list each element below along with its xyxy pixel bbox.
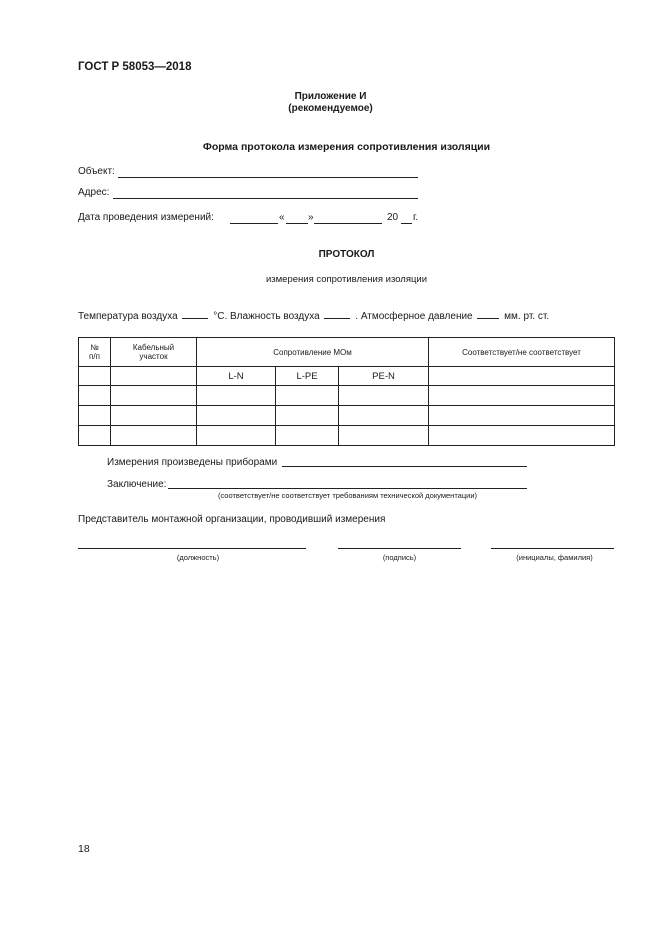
document-header: ГОСТ Р 58053—2018 — [78, 61, 192, 73]
date-label: Дата проведения измерений: — [78, 212, 214, 223]
table-cell — [276, 406, 339, 426]
table-cell — [429, 386, 615, 406]
column-header-number-line2: п/п — [89, 352, 100, 361]
protocol-subtitle: измерения сопротивления изоляции — [265, 274, 428, 285]
table-cell — [79, 406, 111, 426]
signature-line — [338, 548, 461, 549]
signature-caption: (подпись) — [382, 553, 417, 562]
subheader-ln: L-N — [197, 367, 276, 386]
table-cell — [197, 406, 276, 426]
address-line — [113, 198, 418, 199]
table-cell — [339, 406, 429, 426]
protocol-title: ПРОТОКОЛ — [318, 249, 375, 260]
date-day-line — [230, 223, 278, 224]
temperature-unit: °С. Влажность воздуха — [213, 311, 320, 322]
table-cell — [339, 386, 429, 406]
column-header-resistance: Сопротивление МОм — [197, 338, 429, 367]
column-header-section-line2: участок — [139, 352, 168, 361]
date-day-field — [286, 223, 308, 224]
pressure-unit: мм. рт. ст. — [504, 311, 550, 322]
table-cell — [429, 426, 615, 446]
measurement-table — [78, 337, 615, 446]
table-cell — [111, 406, 197, 426]
conclusion-label: Заключение: — [107, 479, 167, 490]
position-line — [78, 548, 306, 549]
table-row — [79, 386, 615, 406]
date-open-quote: « — [279, 212, 285, 223]
pressure-field — [477, 318, 499, 319]
table-cell — [276, 386, 339, 406]
table-cell — [111, 367, 197, 386]
temperature-label: Температура воздуха — [78, 311, 178, 322]
conditions-line — [78, 311, 549, 322]
table-row — [79, 426, 615, 446]
form-title: Форма протокола измерения сопротивления изоляции — [202, 141, 491, 153]
pressure-label: . Атмосферное давление — [355, 311, 473, 322]
table-cell — [111, 386, 197, 406]
table-cell — [79, 367, 111, 386]
table-row — [79, 406, 615, 426]
instruments-line — [282, 466, 527, 467]
date-close-quote: » — [308, 212, 314, 223]
subheader-pen: PE-N — [339, 367, 429, 386]
column-header-conformity: Соответствует/не соответствует — [429, 338, 615, 367]
table-cell — [197, 386, 276, 406]
representative-label: Представитель монтажной организации, проводивший измерения — [78, 514, 386, 525]
table-cell — [429, 406, 615, 426]
year-prefix: 20 — [387, 212, 399, 223]
name-line — [491, 548, 614, 549]
object-label: Объект: — [78, 166, 115, 177]
table-cell — [79, 386, 111, 406]
table-cell — [197, 426, 276, 446]
table-cell — [111, 426, 197, 446]
table-cell — [79, 426, 111, 446]
conclusion-line — [168, 488, 527, 489]
year-line — [401, 223, 412, 224]
instruments-label: Измерения произведены приборами — [107, 457, 278, 468]
table-cell — [339, 426, 429, 446]
address-label: Адрес: — [78, 187, 110, 198]
position-caption: (должность) — [176, 553, 220, 562]
appendix-status: (рекомендуемое) — [288, 103, 373, 114]
column-header-number-line1: № — [90, 343, 99, 352]
page-number: 18 — [78, 843, 90, 855]
object-line — [118, 177, 418, 178]
temperature-field — [182, 318, 208, 319]
column-header-number — [79, 338, 111, 367]
table-cell — [276, 426, 339, 446]
year-suffix: г. — [413, 212, 419, 223]
appendix-title: Приложение И — [294, 91, 367, 102]
date-month-line — [314, 223, 382, 224]
conclusion-hint: (соответствует/не соответствует требованиям технической документации) — [217, 491, 478, 500]
table-cell — [429, 367, 615, 386]
subheader-lpe: L-PE — [276, 367, 339, 386]
name-caption: (инициалы, фамилия) — [516, 553, 593, 562]
column-header-section — [111, 338, 197, 367]
humidity-field — [324, 318, 350, 319]
column-header-section-line1: Кабельный — [132, 343, 175, 352]
